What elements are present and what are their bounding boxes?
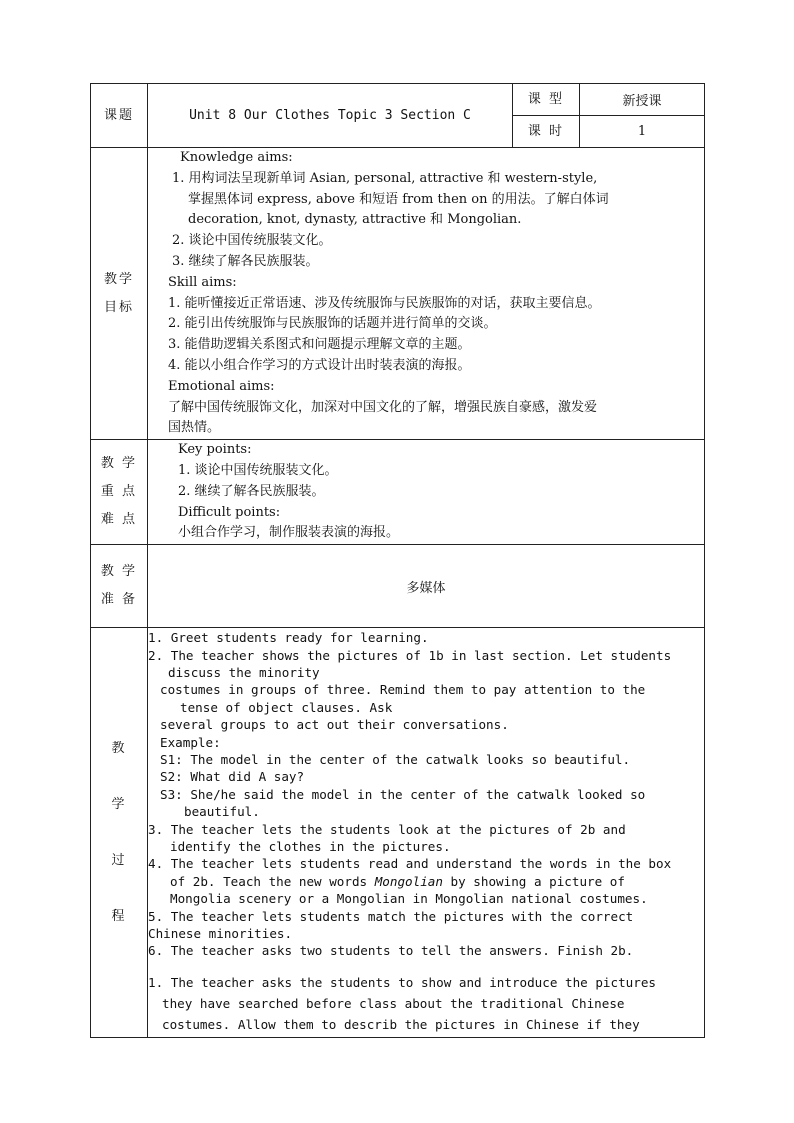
aims-content [148, 148, 705, 440]
step-2e: several groups to act out their conversations. [160, 717, 509, 733]
key-points-title: Key points: [178, 442, 252, 458]
step-1: 1. Greet students ready for learning. [148, 630, 429, 646]
step-2b: discuss the minority [168, 664, 320, 680]
keypoints-label: 教 学 重 点 难 点 [91, 440, 148, 545]
example-s2: S2: What did A say? [160, 769, 305, 785]
knowledge-aim-2: 2. 谈论中国传统服装文化。 [172, 233, 332, 249]
prep-label: 教 学 准 备 [91, 545, 148, 628]
skill-aim-3: 3. 能借助逻辑关系图式和问题提示理解文章的主题。 [168, 337, 471, 353]
period-label: 课 时 [513, 116, 580, 148]
step-3b: identify the clothes in the pictures. [170, 839, 451, 855]
keypoints-content [148, 440, 705, 545]
topic-label: 课题 [91, 84, 148, 148]
step-2a: 2. The teacher shows the pictures of 1b in last section. Let students [148, 647, 672, 663]
knowledge-aim-1c: decoration, knot, dynasty, attractive 和 Mongolian. [188, 212, 522, 228]
second-step-1b: they have searched before class about the traditional Chinese [162, 995, 625, 1011]
type-label: 课 型 [513, 84, 580, 116]
emotional-aim-1b: 国热情。 [168, 420, 221, 436]
difficult-points-title: Difficult points: [178, 504, 281, 520]
example-title: Example: [160, 734, 221, 750]
example-s1: S1: The model in the center of the catwalk looks so beautiful. [160, 752, 631, 767]
second-step-1c: costumes. Allow them to describ the pictures in Chinese if they [162, 1016, 640, 1032]
type-value: 新授课 [580, 84, 705, 116]
knowledge-aim-1b: 掌握黑体词 express, above 和短语 from then on 的用法。了解白体词 [188, 191, 609, 207]
step-4a: 4. The teacher lets students read and understand the words in the box [148, 856, 672, 872]
example-s3b: beautiful. [184, 804, 260, 820]
step-4b: of 2b. Teach the new words Mongolian by showing a picture of [170, 873, 625, 889]
step-2d: tense of object clauses. Ask [180, 699, 393, 715]
lesson-plan-table [90, 83, 705, 1038]
mongolian-word: Mongolian [374, 873, 443, 889]
process-content [148, 628, 705, 1038]
step-5b: Chinese minorities. [148, 926, 293, 942]
example-s3a: S3: She/he said the model in the center of the catwalk looked so [160, 786, 646, 802]
key-point-2: 2. 继续了解各民族服装。 [178, 483, 325, 499]
topic-value: Unit 8 Our Clothes Topic 3 Section C [148, 84, 513, 148]
skill-aim-4: 4. 能以小组合作学习的方式设计出时装表演的海报。 [168, 357, 471, 373]
second-step-1a: 1. The teacher asks the students to show and introduce the pictures [148, 974, 656, 990]
key-point-1: 1. 谈论中国传统服装文化。 [178, 462, 338, 478]
step-5a: 5. The teacher lets students match the pictures with the correct [148, 908, 634, 924]
skill-aim-2: 2. 能引出传统服饰与民族服饰的话题并进行简单的交谈。 [168, 316, 497, 332]
skill-aims-title: Skill aims: [168, 274, 237, 290]
step-2c: costumes in groups of three. Remind them to pay attention to the [160, 682, 646, 698]
step-6: 6. The teacher asks two students to tell the answers. Finish 2b. [148, 943, 634, 959]
process-label: 教 学 过 程 [91, 628, 148, 1038]
prep-value: 多媒体 [148, 545, 705, 628]
knowledge-aims-title: Knowledge aims: [180, 150, 293, 165]
knowledge-aim-3: 3. 继续了解各民族服装。 [172, 253, 319, 269]
knowledge-aim-1a: 1. 用构词法呈现新单词 Asian, personal, attractive 和 western-style, [172, 170, 598, 186]
step-4c: Mongolia scenery or a Mongolian in Mongolian national costumes. [170, 891, 648, 907]
skill-aim-1: 1. 能听懂接近正常语速、涉及传统服饰与民族服饰的对话，获取主要信息。 [168, 295, 601, 311]
step-3a: 3. The teacher lets the students look at the pictures of 2b and [148, 821, 626, 837]
emotional-aim-1a: 了解中国传统服饰文化，加深对中国文化的了解，增强民族自豪感，激发爱 [168, 399, 598, 415]
aims-label: 教学 目标 [91, 148, 148, 440]
emotional-aims-title: Emotional aims: [168, 378, 275, 394]
period-value: 1 [580, 116, 705, 148]
difficult-point-1: 小组合作学习，制作服装表演的海报。 [178, 525, 400, 541]
